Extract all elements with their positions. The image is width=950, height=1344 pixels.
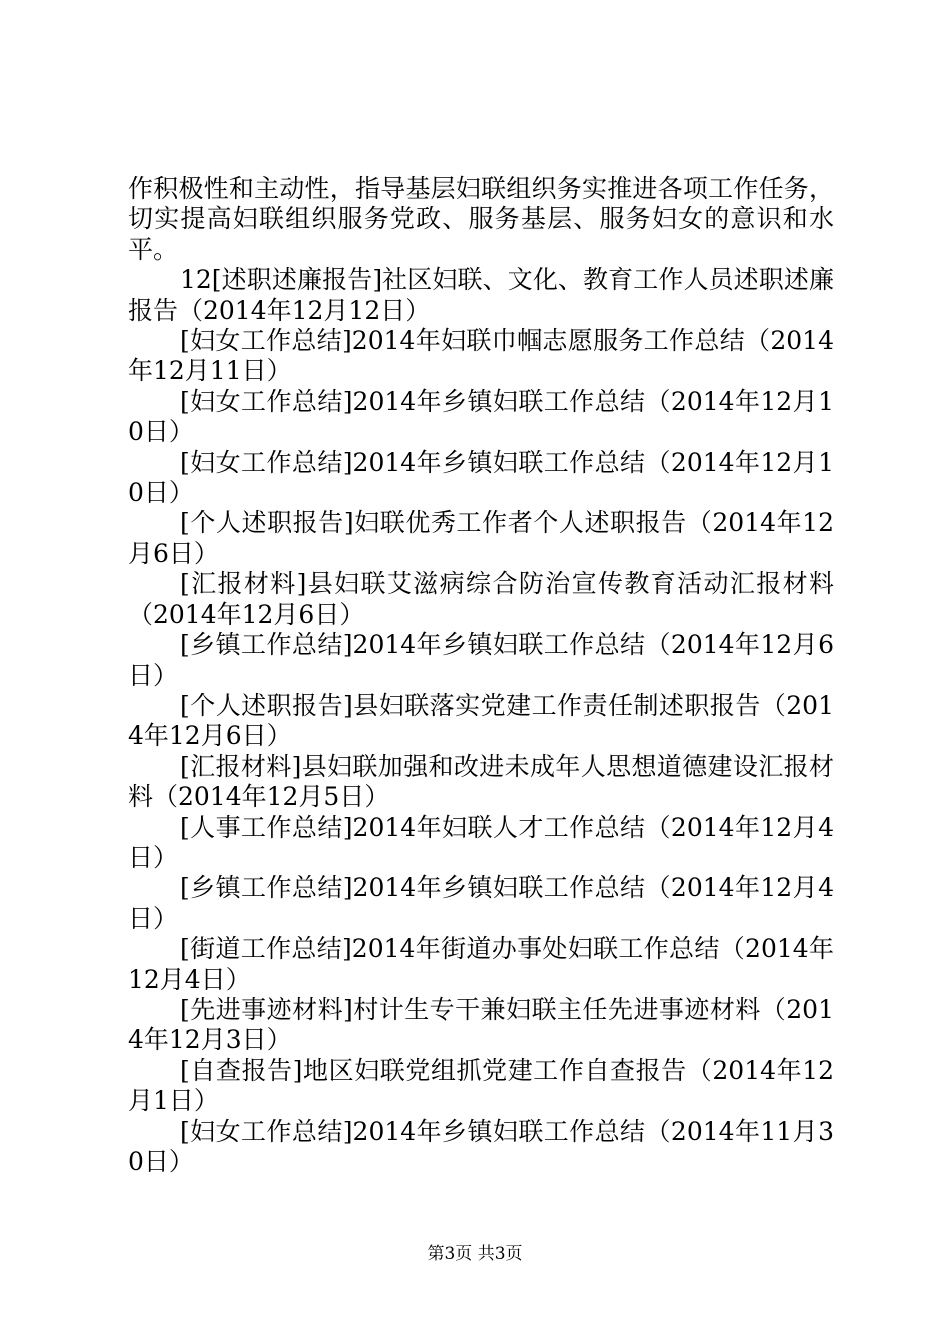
list-item: [妇女工作总结]2014年乡镇妇联工作总结（2014年12月10日） xyxy=(128,447,834,508)
list-item: [街道工作总结]2014年街道办事处妇联工作总结（2014年12月4日） xyxy=(128,934,834,994)
document-body xyxy=(128,174,834,1177)
page-number-footer: 第3页 共3页 xyxy=(427,1244,523,1264)
list-item: [自查报告]地区妇联党组抓党建工作自查报告（2014年12月1日） xyxy=(128,1055,834,1116)
list-item: [妇女工作总结]2014年乡镇妇联工作总结（2014年11月30日） xyxy=(128,1116,834,1176)
list-item: [汇报材料]县妇联加强和改进未成年人思想道德建设汇报材料（2014年12月5日） xyxy=(128,751,834,812)
list-item: [汇报材料]县妇联艾滋病综合防治宣传教育活动汇报材料（2014年12月6日） xyxy=(128,569,834,629)
list-item: [人事工作总结]2014年妇联人才工作总结（2014年12月4日） xyxy=(128,812,834,872)
list-item: [乡镇工作总结]2014年乡镇妇联工作总结（2014年12月4日） xyxy=(128,873,834,933)
list-item: [乡镇工作总结]2014年乡镇妇联工作总结（2014年12月6日） xyxy=(128,630,834,690)
list-item: 12[述职述廉报告]社区妇联、文化、教育工作人员述职述廉报告（2014年12月12日） xyxy=(128,265,834,325)
list-item: [妇女工作总结]2014年妇联巾帼志愿服务工作总结（2014年12月11日） xyxy=(128,326,834,386)
intro-paragraph: 作积极性和主动性，指导基层妇联组织务实推进各项工作任务，切实提高妇联组织服务党政、服务基层、服务妇女的意识和水平。 xyxy=(128,174,834,264)
list-item: [先进事迹材料]村计生专干兼妇联主任先进事迹材料（2014年12月3日） xyxy=(128,994,834,1055)
list-item: [个人述职报告]妇联优秀工作者个人述职报告（2014年12月6日） xyxy=(128,508,834,568)
list-item: [个人述职报告]县妇联落实党建工作责任制述职报告（2014年12月6日） xyxy=(128,690,834,751)
list-item: [妇女工作总结]2014年乡镇妇联工作总结（2014年12月10日） xyxy=(128,386,834,447)
